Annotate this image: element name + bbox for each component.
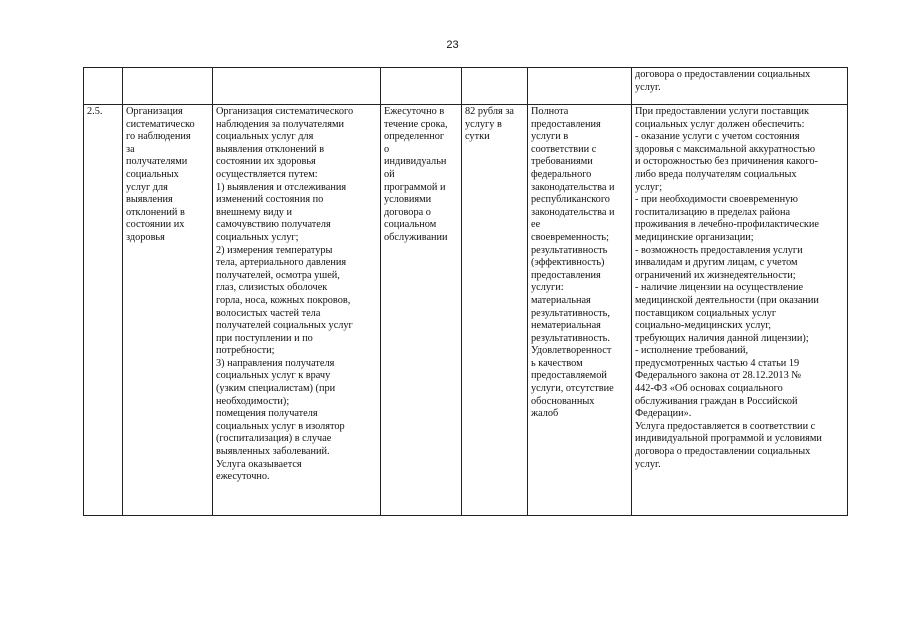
service-name-text: Организация систематическо го наблюдения за получателями социальных услуг для выявления отклонений в состоянии их здоровья	[126, 106, 195, 243]
cell-description-empty	[213, 68, 381, 105]
requirements-continued-text: договора о предоставлении социальных услуг.	[635, 69, 811, 93]
services-table	[83, 67, 848, 516]
cell-price	[462, 105, 528, 516]
row-number: 2.5.	[87, 106, 103, 117]
service-requirements-text: При предоставлении услуги поставщик социальных услуг должен обеспечить: - оказание услуги с учетом состояния здоровья с максимальной аккуратностью и осторожностью без причинения какого- либо вреда получателям социальных услуг; - при необходимости своевременную госпитализацию в пределах района проживания в лечебно-профилактические медицинские организации; - возможность предоставления услуги инвалидам и другим лицам, с учетом ограничений их жизнедеятельности; - наличие лицензии на осуществление медицинской деятельности (при оказании поставщиком социальных услуг социально-медицинских услуг, требующих наличия данной лицензии); - исполнение требований, предусмотренных частью 4 статьи 19 Федерального закона от 28.12.2013 № 442-ФЗ «Об основах социального обслуживания граждан в Российской Федерации». Услуга предоставляется в соответствии с индивидуальной программой и условиями договора о предоставлении социальных услуг.	[635, 106, 822, 470]
cell-timing-empty	[381, 68, 462, 105]
cell-service-name	[123, 105, 213, 516]
page-number: 23	[446, 39, 459, 51]
service-quality-text: Полнота предоставления услуги в соответствии с требованиями федерального законодательства и республиканского законодательства и ее своевременность; результативность (эффективность) предоставления услуги: материальная результативность, нематериальная результативность. Удовлетворенност ь качеством предоставляемой услуги, отсутствие обоснованных жалоб	[531, 106, 615, 420]
cell-requirements-continued	[632, 68, 848, 105]
cell-quality	[528, 105, 632, 516]
cell-quality-empty	[528, 68, 632, 105]
cell-number	[84, 105, 123, 516]
table-row	[84, 105, 848, 516]
table-row-continuation	[84, 68, 848, 105]
cell-service-empty	[123, 68, 213, 105]
cell-number-empty	[84, 68, 123, 105]
service-price-text: 82 рубля за услугу в сутки	[465, 106, 514, 143]
cell-price-empty	[462, 68, 528, 105]
cell-requirements	[632, 105, 848, 516]
service-description-text: Организация систематического наблюдения за получателями социальных услуг для выявления отклонений в состоянии их здоровья осуществляется путем: 1) выявления и отслеживания изменений состояния по внешнему виду и самочувствию получателя социальных услуг; 2) измерения температуры тела, артериального давления получателей, осмотра ушей, глаз, слизистых оболочек горла, носа, кожных покровов, волосистых частей тела получателей социальных услуг при поступлении и по потребности; 3) направления получателя социальных услуг к врачу (узким специалистам) (при необходимости); помещения получателя социальных услуг в изолятор (госпитализация) в случае выявленных заболеваний. Услуга оказывается ежесуточно.	[216, 106, 354, 483]
cell-description	[213, 105, 381, 516]
cell-timing	[381, 105, 462, 516]
service-timing-text: Ежесуточно в течение срока, определенног о индивидуальн ой программой и условиями договора о социальном обслуживании	[384, 106, 448, 243]
